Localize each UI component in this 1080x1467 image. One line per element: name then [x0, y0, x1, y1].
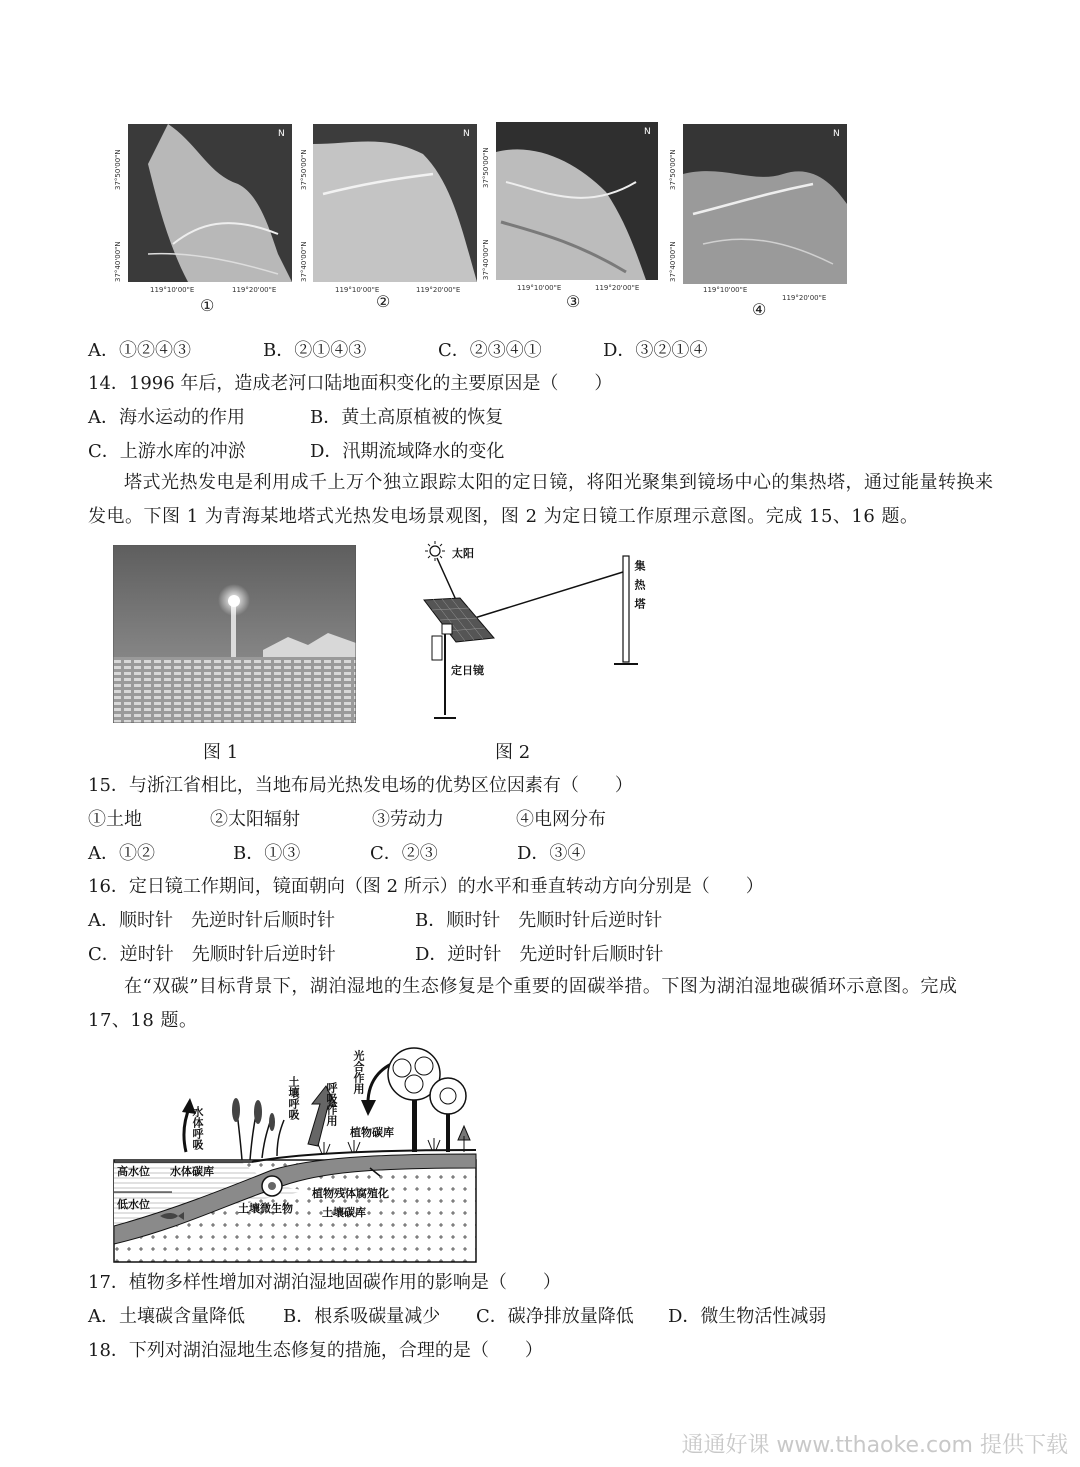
- microbes-label: 土壤微生物: [238, 1202, 293, 1215]
- figure-2-diagram: [420, 540, 650, 725]
- low-water-label: 低水位: [117, 1198, 150, 1211]
- lon-label: 119°20'00"E: [416, 286, 461, 294]
- q17-option-b[interactable]: B．根系吸碳量减少: [283, 1306, 441, 1327]
- figure-1-caption: 图 1: [203, 742, 239, 763]
- q17-option-c[interactable]: C．碳净排放量降低: [476, 1306, 634, 1327]
- svg-text:N: N: [833, 129, 840, 139]
- q15-factor-1: ①土地: [88, 809, 142, 830]
- lat-label: 37°40'00"N: [114, 241, 122, 282]
- panel-number: ③: [566, 292, 581, 311]
- svg-text:N: N: [463, 129, 470, 139]
- carbon-cycle-diagram: [112, 1040, 488, 1264]
- q14-stem: 14．1996 年后，造成老河口陆地面积变化的主要原因是（ ）: [88, 373, 613, 394]
- q16-option-d[interactable]: D．逆时针 先逆时针后顺时针: [415, 944, 664, 965]
- tower-label: 集热塔: [633, 560, 646, 617]
- q14-option-d[interactable]: D．汛期流域降水的变化: [310, 441, 505, 462]
- satellite-image-1: [128, 124, 292, 282]
- lon-label: 119°10'00"E: [335, 286, 380, 294]
- soil-pool-label: 土壤碳库: [322, 1206, 366, 1219]
- lat-label: 37°50'00"N: [669, 149, 677, 190]
- panel-number: ④: [752, 300, 767, 319]
- lat-label: 37°50'00"N: [114, 149, 122, 190]
- q15-factor-3: ③劳动力: [372, 809, 444, 830]
- svg-text:N: N: [278, 129, 285, 139]
- lon-label: 119°10'00"E: [150, 286, 195, 294]
- lon-label: 119°10'00"E: [703, 286, 748, 294]
- q15-factor-4: ④电网分布: [516, 809, 606, 830]
- water-respiration-label: 水体呼吸: [191, 1106, 204, 1150]
- lat-label: 37°40'00"N: [669, 241, 677, 282]
- q15-option-c[interactable]: C．②③: [370, 843, 438, 864]
- respiration-label: 呼吸作用: [325, 1082, 338, 1126]
- q15-option-a[interactable]: A．①②: [88, 843, 155, 864]
- heliostat-label: 定日镜: [451, 664, 484, 677]
- panel-number: ②: [376, 292, 391, 311]
- q13-option-c[interactable]: C．②③④①: [438, 340, 542, 361]
- photosynthesis-label: 光合作用: [352, 1050, 365, 1094]
- lon-label: 119°20'00"E: [782, 294, 827, 302]
- lat-label: 37°50'00"N: [482, 147, 490, 188]
- figure-1-photo: [113, 545, 356, 723]
- svg-text:N: N: [644, 127, 651, 137]
- lon-label: 119°10'00"E: [517, 284, 562, 292]
- satellite-image-4: [683, 124, 847, 284]
- soil-respiration-label: 土壤呼吸: [287, 1076, 300, 1120]
- tree-icon: [388, 1048, 470, 1152]
- q17-stem: 17．植物多样性增加对湖泊湿地固碳作用的影响是（ ）: [88, 1272, 561, 1293]
- plant-pool-label: 植物碳库: [350, 1126, 394, 1139]
- lon-label: 119°20'00"E: [595, 284, 640, 292]
- panel-number: ①: [200, 296, 215, 315]
- heliostat-mirror: [424, 598, 494, 642]
- q17-option-d[interactable]: D．微生物活性减弱: [668, 1306, 827, 1327]
- q14-option-a[interactable]: A．海水运动的作用: [88, 407, 245, 428]
- high-water-label: 高水位: [117, 1165, 150, 1178]
- q17-option-a[interactable]: A．土壤碳含量降低: [88, 1306, 245, 1327]
- satellite-image-3: [496, 122, 658, 280]
- intro-paragraph-1: 塔式光热发电是利用成千上万个独立跟踪太阳的定日镜，将阳光聚集到镜场中心的集热塔，通过能量转换来发电。下图 1 为青海某地塔式光热发电场景观图，图 2 为定日镜工作原理示意图。完成 15、16 题。: [88, 472, 994, 527]
- lat-label: 37°40'00"N: [482, 239, 490, 280]
- lat-label: 37°50'00"N: [300, 149, 308, 190]
- q16-option-c[interactable]: C．逆时针 先顺时针后逆时针: [88, 944, 336, 965]
- q13-option-d[interactable]: D．③②①④: [603, 340, 708, 361]
- q15-option-d[interactable]: D．③④: [517, 843, 586, 864]
- intro-paragraph-2: 在“双碳”目标背景下，湖泊湿地的生态修复是个重要的固碳举措。下图为湖泊湿地碳循环示意图。完成 17、18 题。: [88, 976, 958, 1031]
- q16-option-a[interactable]: A．顺时针 先逆时针后顺时针: [88, 910, 335, 931]
- q15-option-b[interactable]: B．①③: [233, 843, 301, 864]
- q14-option-c[interactable]: C．上游水库的冲淤: [88, 441, 246, 462]
- q16-option-b[interactable]: B．顺时针 先顺时针后逆时针: [415, 910, 663, 931]
- lon-label: 119°20'00"E: [232, 286, 277, 294]
- q14-option-b[interactable]: B．黄土高原植被的恢复: [310, 407, 504, 428]
- humification-label: 植物残体腐殖化: [312, 1187, 389, 1200]
- figure-2-caption: 图 2: [495, 742, 531, 763]
- q15-factor-2: ②太阳辐射: [210, 809, 300, 830]
- q18-stem: 18．下列对湖泊湿地生态修复的措施，合理的是（ ）: [88, 1340, 543, 1361]
- sun-label: 太阳: [452, 547, 474, 560]
- q15-stem: 15．与浙江省相比，当地布局光热发电场的优势区位因素有（ ）: [88, 775, 633, 796]
- watermark: 通通好课 www.tthaoke.com 提供下载: [681, 1433, 1068, 1458]
- q16-stem: 16．定日镜工作期间，镜面朝向（图 2 所示）的水平和垂直转动方向分别是（ ）: [88, 876, 764, 897]
- q13-option-b[interactable]: B．②①④③: [263, 340, 367, 361]
- lat-label: 37°40'00"N: [300, 241, 308, 282]
- water-pool-label: 水体碳库: [170, 1165, 214, 1178]
- sun-icon: [425, 541, 445, 561]
- q13-option-a[interactable]: A．①②④③: [88, 340, 191, 361]
- satellite-image-2: [313, 124, 477, 282]
